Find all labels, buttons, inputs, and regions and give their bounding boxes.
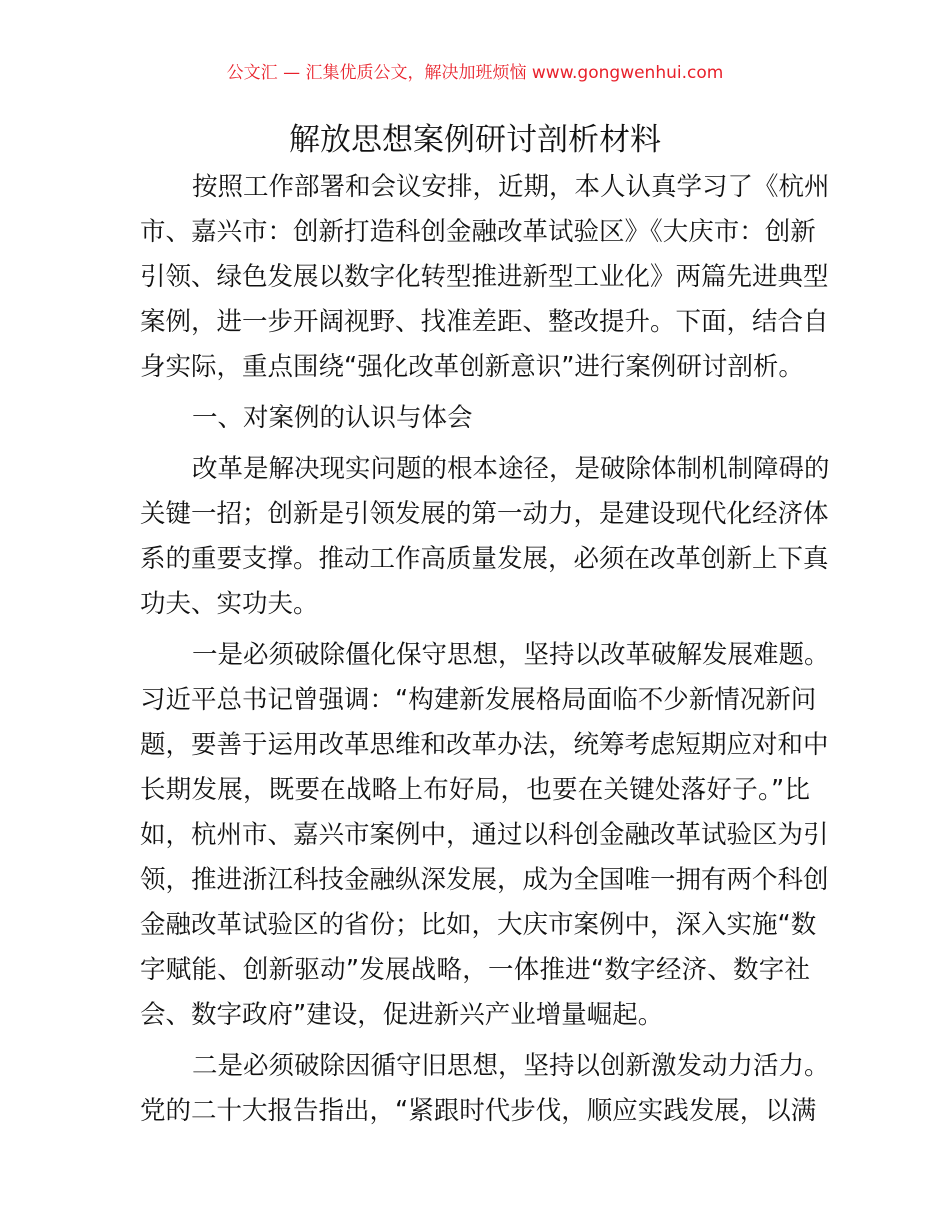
paragraph-line: 系的重要支撑。推动工作高质量发展，必须在改革创新上下真	[140, 544, 829, 574]
paragraph-line: 领，推进浙江科技金融纵深发展，成为全国唯一拥有两个科创	[140, 865, 829, 895]
paragraph-line: 按照工作部署和会议安排，近期，本人认真学习了《杭州	[192, 172, 830, 202]
paragraph-line: 身实际，重点围绕“强化改革创新意识”进行案例研讨剖析。	[140, 352, 804, 382]
paragraph	[140, 396, 810, 441]
document-body	[140, 165, 830, 1140]
paragraph-line: 改革是解决现实问题的根本途径，是破除体制机制障碍的	[192, 454, 830, 484]
paragraph-line: 字赋能、创新驱动”发展战略，一体推进“数字经济、数字社	[140, 955, 810, 985]
paragraph	[140, 1044, 830, 1134]
paragraph	[140, 447, 830, 627]
paragraph-line: 一、对案例的认识与体会	[192, 403, 473, 433]
paragraph-line: 一是必须破除僵化保守思想，坚持以改革破解发展难题。	[192, 640, 830, 670]
paragraph-line: 会、数字政府”建设，促进新兴产业增量崛起。	[140, 1000, 664, 1030]
paragraph	[140, 633, 830, 1038]
paragraph-line: 二是必须破除因循守旧思想，坚持以创新激发动力活力。	[192, 1051, 830, 1081]
paragraph-line: 长期发展，既要在战略上布好局，也要在关键处落好子。”比	[140, 775, 810, 805]
paragraph-line: 关键一招；创新是引领发展的第一动力，是建设现代化经济体	[140, 499, 829, 529]
site-watermark-header: 公文汇 — 汇集优质公文，解决加班烦恼 www.gongwenhui.com	[226, 63, 724, 83]
paragraph-line: 题，要善于运用改革思维和改革办法，统筹考虑短期应对和中	[140, 730, 829, 760]
paragraph	[140, 165, 830, 390]
paragraph-line: 如，杭州市、嘉兴市案例中，通过以科创金融改革试验区为引	[140, 820, 829, 850]
paragraph-line: 市、嘉兴市：创新打造科创金融改革试验区》《大庆市：创新	[140, 217, 816, 247]
document-title: 解放思想案例研讨剖析材料	[289, 122, 661, 158]
paragraph-line: 金融改革试验区的省份；比如，大庆市案例中，深入实施“数	[140, 910, 817, 940]
paragraph-line: 习近平总书记曾强调：“构建新发展格局面临不少新情况新问	[140, 685, 817, 715]
paragraph-line: 案例，进一步开阔视野、找准差距、整改提升。下面，结合自	[140, 307, 829, 337]
paragraph-line: 党的二十大报告指出，“紧跟时代步伐，顺应实践发展，以满	[140, 1096, 817, 1126]
paragraph-line: 功夫、实功夫。	[140, 589, 319, 619]
paragraph-line: 引领、绿色发展以数字化转型推进新型工业化》两篇先进典型	[140, 262, 829, 292]
